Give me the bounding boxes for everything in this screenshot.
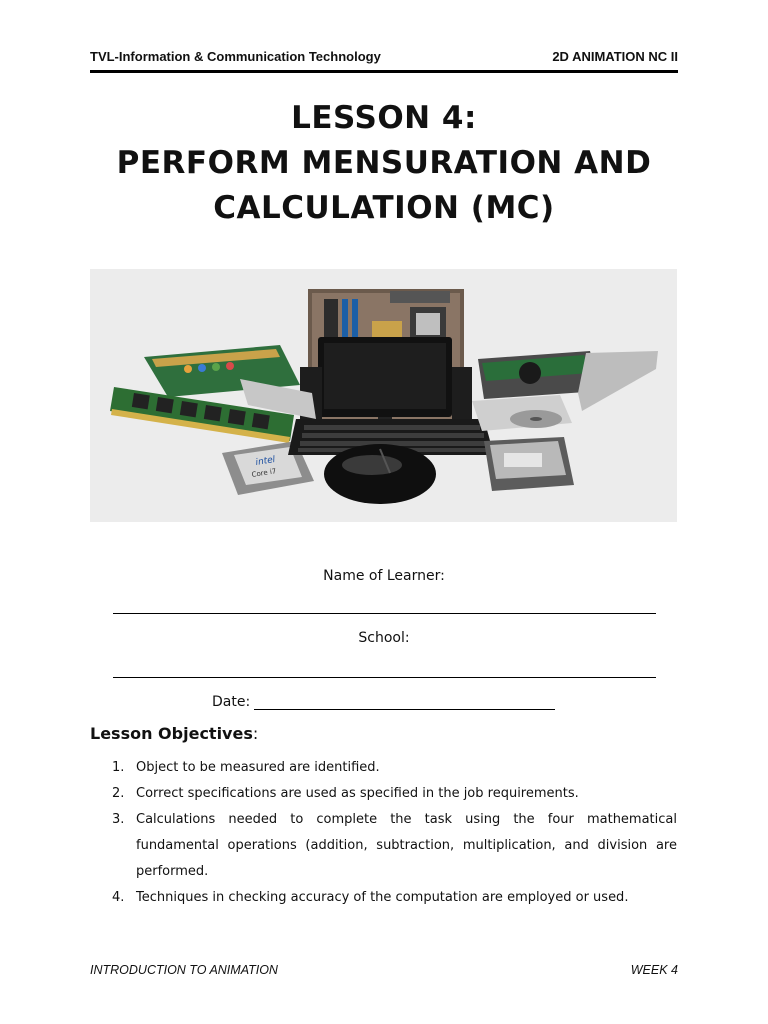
optical-drive-graphic <box>472 395 572 431</box>
date-line[interactable] <box>254 709 555 710</box>
lesson-title-line-3: CALCULATION (MC) <box>213 190 555 226</box>
objectives-list <box>90 755 677 911</box>
page-header <box>90 46 678 66</box>
header-course: 2D ANIMATION NC II <box>552 48 678 64</box>
list-item: 2. Correct specifications are used as specified in the job requirements. <box>112 786 579 801</box>
lesson-number: LESSON 4: <box>291 100 477 136</box>
footer-week: WEEK 4 <box>630 963 678 977</box>
lesson-title-line-2: PERFORM MENSURATION AND <box>116 145 652 181</box>
page-footer <box>90 963 678 977</box>
footer-course: INTRODUCTION TO ANIMATION <box>90 963 278 977</box>
lesson-title <box>0 96 768 231</box>
mouse-graphic <box>324 444 436 504</box>
header-subject: TVL-Information & Communication Technology <box>90 48 381 64</box>
objectives-heading: Lesson Objectives: <box>90 724 259 743</box>
svg-text:Core i7: Core i7 <box>251 467 277 479</box>
svg-text:intel: intel <box>254 454 277 468</box>
hard-drive-graphic <box>484 437 574 491</box>
date-label: Date: <box>212 694 251 710</box>
list-item: 1. Object to be measured are identified. <box>112 760 380 775</box>
learner-name-line[interactable] <box>113 613 656 614</box>
header-divider <box>90 70 678 73</box>
learner-name-label: Name of Learner: <box>323 568 445 584</box>
list-item: 3. Calculations needed to complete the task using the four mathematical fundamental operations (addition, subtraction, multiplication, and division are performed. <box>112 812 677 879</box>
list-item: 4. Techniques in checking accuracy of the computation are employed or used. <box>112 890 629 905</box>
school-label: School: <box>358 630 410 646</box>
computer-hardware-image <box>90 269 677 522</box>
school-line[interactable] <box>113 677 656 678</box>
